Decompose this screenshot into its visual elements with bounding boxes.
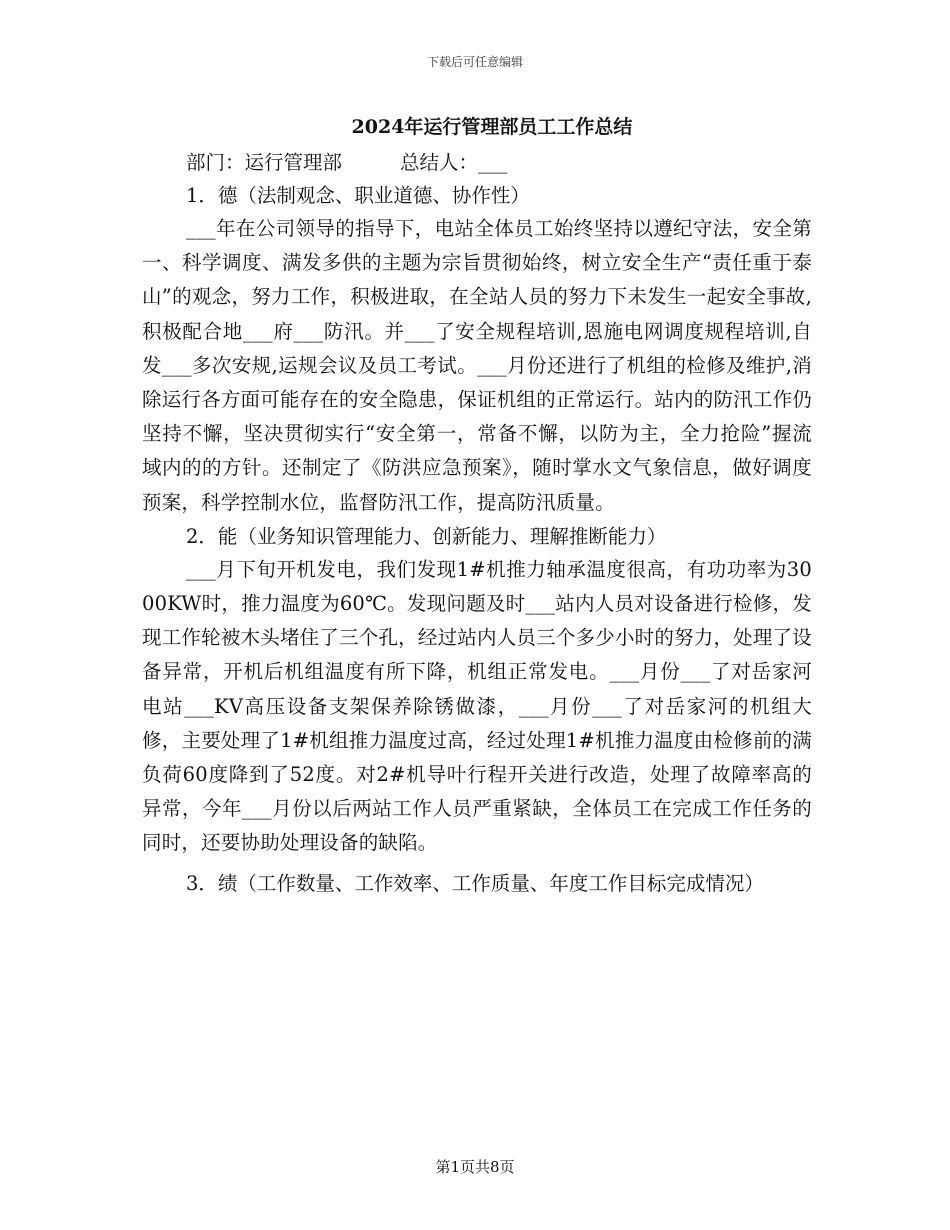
department-label: 部门：运行管理部 [186, 151, 343, 174]
document-title: 2024年运行管理部员工工作总结 [351, 116, 633, 138]
section-heading-1: 1．德（法制观念、职业道德、协作性） [186, 184, 530, 207]
section-heading-2: 2．能（业务知识管理能力、创新能力、理解推断能力） [186, 524, 667, 548]
page-footer: 第1页共8页 [435, 1158, 515, 1176]
meta-line [142, 146, 812, 179]
section-body-2: ___月下旬开机发电，我们发现1#机推力轴承温度很高，有功功率为3000KW时，推力温度为60℃。发现问题及时___站内人员对设备进行检修，发现工作轮被木头堵住了三个孔，经过站内人员三个多少小时的努力，处理了设备异常，开机后机组温度有所下降，机组正常发电。___月份___了对岳家河电站___KV高压设备支架保养除锈做漆，___月份___了对岳家河的机组大修，主要处理了1#机组推力温度过高，经过处理1#机推力温度由检修前的满负荷60度降到了52度。对2#机导叶行程开关进行改造，处理了故障率高的异常，今年___月份以后两站工作人员严重紧缺，全体员工在完成工作任务的同时，还要协助处理设备的缺陷。 [142, 557, 812, 855]
section-heading-3: 3．绩（工作数量、工作效率、工作质量、年度工作目标完成情况） [186, 871, 764, 895]
header-note: 下载后可任意编辑 [426, 55, 523, 69]
author-label: 总结人：___ [400, 151, 508, 174]
section-body-1: ___年在公司领导的指导下，电站全体员工始终坚持以遵纪守法，安全第一、科学调度、满发多供的主题为宗旨贯彻始终，树立安全生产“责任重于泰山”的观念，努力工作，积极进取，在全站人员的努力下未发生一起安全事故,积极配合地___府___防汛。并___了安全规程培训,恩施电网调度规程培训,自发___多次安规,运规会议及员工考试。___月份还进行了机组的检修及维护,消除运行各方面可能存在的安全隐患，保证机组的正常运行。站内的防汛工作仍坚持不懈，坚决贯彻实行“安全第一，常备不懈，以防为主，全力抢险”握流域内的的方针。还制定了《防洪应急预案》，随时掌水文气象信息，做好调度预案，科学控制水位，监督防汛工作，提高防汛质量。 [142, 217, 812, 514]
document-body [142, 112, 812, 901]
